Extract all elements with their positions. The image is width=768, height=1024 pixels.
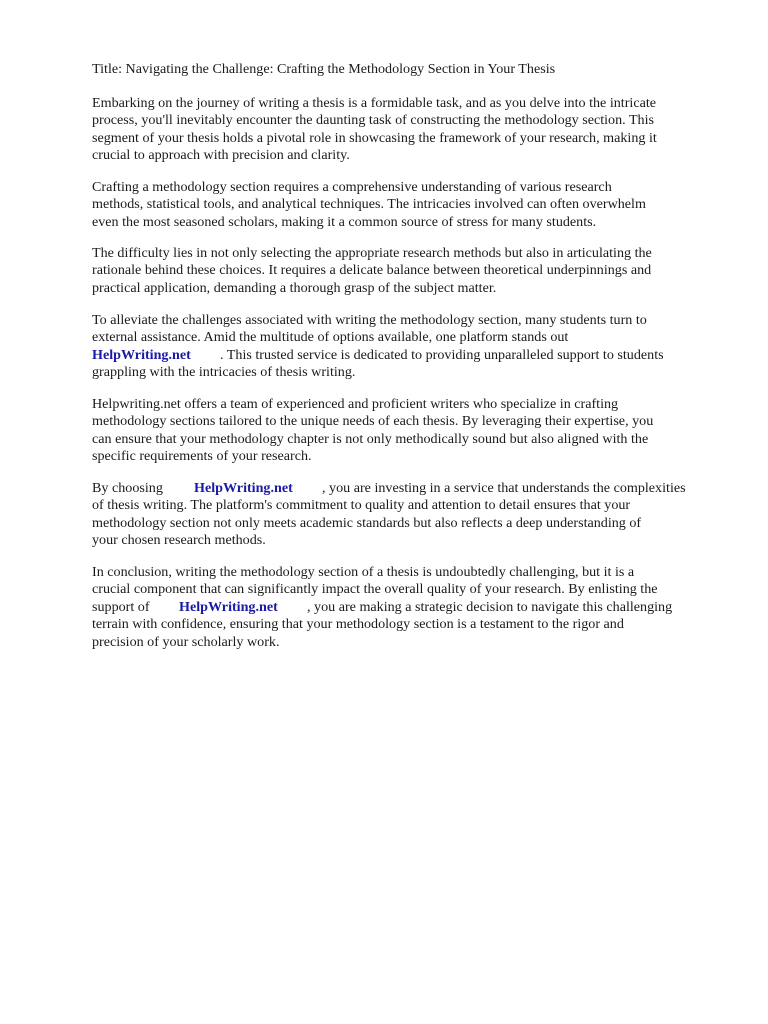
paragraph-line: external assistance. Amid the multitude of options available, one platform stands out (92, 329, 569, 346)
paragraph-line-text: . This trusted service is dedicated to providing unparalleled support to students (220, 346, 664, 363)
paragraph-alleviate (92, 312, 664, 382)
paragraph-line: Embarking on the journey of writing a thesis is a formidable task, and as you delve into the intricate (92, 95, 656, 111)
paragraph-conclusion (92, 564, 672, 651)
paragraph-line: rationale behind these choices. It requires a delicate balance between theoretical underpinnings and (92, 262, 652, 279)
paragraph-line: The difficulty lies in not only selecting the appropriate research methods but also in articulating the (92, 245, 652, 261)
paragraph-line: grappling with the intricacies of thesis writing. (92, 364, 356, 381)
paragraph-line: process, you'll inevitably encounter the daunting task of constructing the methodology section. This (92, 112, 655, 129)
paragraph-line: In conclusion, writing the methodology section of a thesis is undoubtedly challenging, but it is a (92, 564, 635, 580)
paragraph-line: segment of your thesis holds a pivotal role in showcasing the framework of your research, making it (92, 129, 657, 146)
paragraph-difficulty (92, 245, 652, 297)
paragraph-line: specific requirements of your research. (92, 448, 312, 465)
paragraph-line: terrain with confidence, ensuring that your methodology section is a testament to the rigor and (92, 616, 624, 633)
paragraph-intro (92, 95, 657, 165)
paragraph-line: methodology section not only meets academic standards but also reflects a deep understanding of (92, 514, 642, 531)
paragraph-line: Crafting a methodology section requires a comprehensive understanding of various research (92, 179, 612, 195)
paragraph-line (92, 480, 686, 497)
helpwriting-link[interactable]: HelpWriting.net (92, 346, 191, 363)
paragraph-line: even the most seasoned scholars, making it a common source of stress for many students. (92, 213, 597, 230)
paragraph-line: methodology sections tailored to the unique needs of each thesis. By leveraging their expertise, you (92, 413, 654, 430)
paragraph-line: methods, statistical tools, and analytical techniques. The intricacies involved can often overwhelm (92, 196, 646, 213)
paragraph-line: can ensure that your methodology chapter is not only methodically sound but also aligned with the (92, 430, 649, 447)
paragraph-line (92, 347, 664, 364)
paragraph-line: To alleviate the challenges associated with writing the methodology section, many students turn to (92, 312, 647, 328)
paragraph-line: crucial to approach with precision and clarity. (92, 147, 350, 164)
paragraph-line: practical application, demanding a thorough grasp of the subject matter. (92, 279, 497, 296)
paragraph-line: crucial component that can significantly impact the overall quality of your research. By enlisting the (92, 581, 658, 598)
paragraph-line: precision of your scholarly work. (92, 633, 280, 650)
paragraph-line-text: , you are investing in a service that understands the complexities (322, 480, 686, 496)
paragraph-line-text: , you are making a strategic decision to navigate this challenging (307, 598, 673, 615)
document-title: Title: Navigating the Challenge: Crafting the Methodology Section in Your Thesis (92, 61, 556, 77)
paragraph-offers (92, 396, 653, 466)
paragraph-choosing (92, 480, 686, 550)
paragraph-line: Helpwriting.net offers a team of experienced and proficient writers who specialize in crafting (92, 396, 619, 412)
paragraph-line (92, 599, 672, 616)
helpwriting-link[interactable]: HelpWriting.net (179, 598, 278, 615)
paragraph-line-text: support of (92, 598, 150, 615)
helpwriting-link[interactable]: HelpWriting.net (194, 480, 293, 496)
paragraph-crafting (92, 179, 646, 231)
paragraph-line: your chosen research methods. (92, 532, 266, 549)
paragraph-line-text: By choosing (92, 480, 163, 496)
paragraph-line: of thesis writing. The platform's commitment to quality and attention to detail ensures that your (92, 497, 631, 514)
